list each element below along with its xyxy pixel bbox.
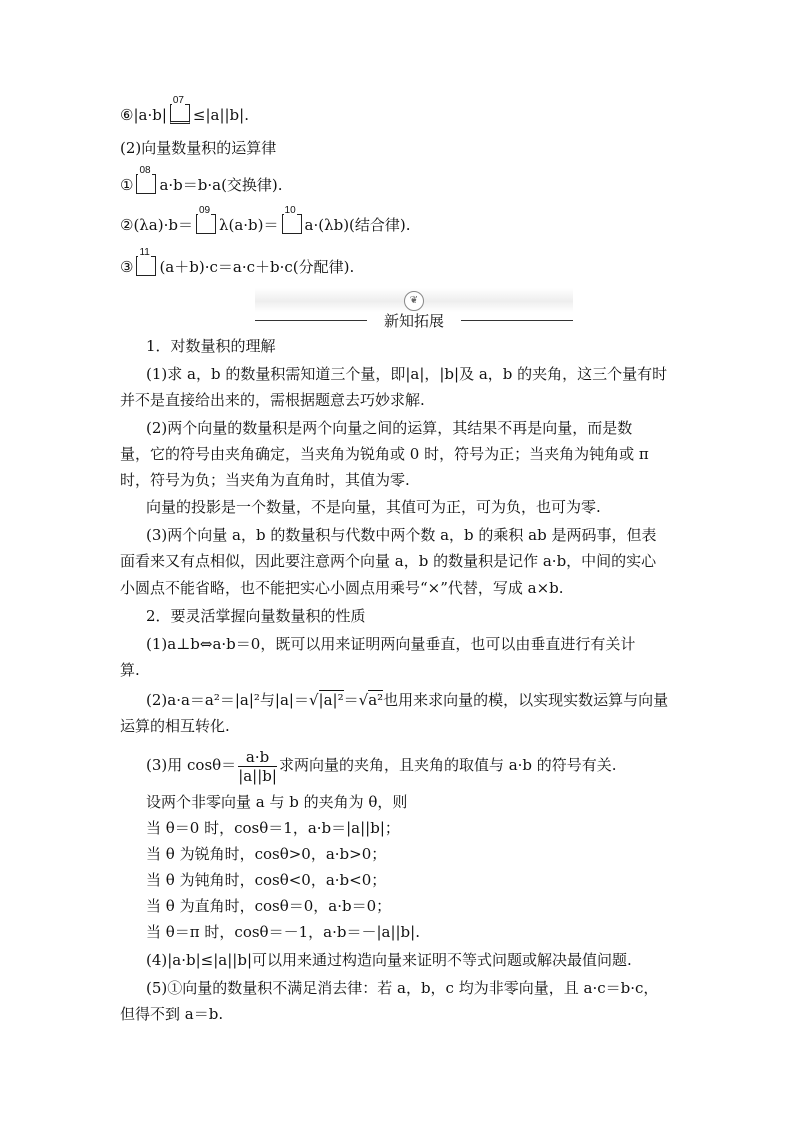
leaf-icon: ❦ (404, 291, 424, 311)
item6-post: ≤|a||b|. (192, 106, 249, 124)
p1-3a: (3)两个向量 a，b 的数量积与代数中两个数 a，b 的乘积 ab 是两码事，但表 (146, 526, 657, 544)
p2-2a-post: 也用来求向量的模，以实现实数运算与向量 (383, 691, 669, 709)
p1-1a: (1)求 a，b 的数量积需知道三个量，即|a|，|b|及 a，b 的夹角，这三个量有时 (146, 365, 668, 383)
p1-heading: 1．对数量积的理解 (146, 337, 276, 355)
item6-pre: ⑥|a·b| (120, 106, 167, 124)
case-3: 当 θ 为钝角时，cosθ<0，a·b<0； (146, 871, 387, 889)
cases-intro: 设两个非零向量 a 与 b 的夹角为 θ，则 (146, 793, 408, 811)
law2-mid: λ(a·b)＝ (218, 216, 279, 234)
blank-10: 10 (282, 214, 302, 234)
law1-pre: ① (120, 176, 134, 194)
p2-1a: (1)a⊥b⇔a·b＝0，既可以用来证明两向量垂直，也可以由垂直进行有关计 (146, 635, 636, 653)
cos-fraction (238, 748, 277, 785)
law2-pre: ②(λa)·b＝ (120, 216, 193, 234)
law3-post: (a＋b)·c＝a·c＋b·c(分配律). (159, 258, 355, 276)
p1-2a: (2)两个向量的数量积是两个向量之间的运算，其结果不再是向量，而是数 (146, 419, 633, 437)
case-1: 当 θ＝0 时，cosθ＝1，a·b＝|a||b|； (146, 819, 400, 837)
law3-pre: ③ (120, 258, 134, 276)
p2-2b: 运算的相互转化. (120, 717, 230, 735)
p2-3-pre: (3)用 cosθ＝ (146, 756, 237, 774)
blank-11: 11 (136, 256, 156, 276)
blank-09: 09 (196, 214, 216, 234)
section-title: 新知拓展 (383, 312, 444, 330)
law2-post: a·(λb)(结合律). (304, 216, 411, 234)
p1-proj: 向量的投影是一个数量，不是向量，其值可为正，可为负，也可为零. (146, 498, 601, 516)
p2-5b: 但得不到 a＝b. (120, 1005, 224, 1023)
p2-4: (4)|a·b|≤|a||b|可以用来通过构造向量来证明不等式问题或解决最值问题. (146, 951, 632, 969)
p2-heading: 2．要灵活掌握向量数量积的性质 (146, 607, 366, 625)
p2-3-post: 求两向量的夹角，且夹角的取值与 a·b 的符号有关. (278, 756, 617, 774)
blank-08: 08 (136, 174, 156, 194)
case-2: 当 θ 为锐角时，cosθ>0，a·b>0； (146, 845, 387, 863)
fraction-numerator: a·b (238, 748, 277, 767)
law-heading: (2)向量数量积的运算律 (120, 139, 277, 157)
p2-1b: 算. (120, 661, 140, 679)
section-banner (255, 288, 573, 330)
blank-07: 07 (170, 104, 190, 124)
p2-3 (146, 746, 617, 785)
p2-2a-eq: ＝ (343, 691, 359, 709)
law1-post: a·b＝b·a(交换律). (159, 176, 283, 194)
p1-1b: 并不是直接给出来的，需根据题意去巧妙求解. (120, 391, 425, 409)
law2 (120, 205, 411, 235)
item6 (120, 95, 249, 125)
p2-2a: (2)a·a＝a²＝|a|²与|a|＝√|a|²＝√a²也用来求向量的模，以实现实数运算与向量 (146, 691, 669, 709)
p1-2b: 量，它的符号由夹角确定，当夹角为锐角或 0 时，符号为正；当夹角为钝角或 π (120, 445, 649, 463)
law3 (120, 247, 355, 277)
case-4: 当 θ 为直角时，cosθ＝0，a·b＝0； (146, 897, 392, 915)
banner-rule-left (255, 320, 367, 321)
law1 (120, 165, 283, 195)
sqrt-a-squared: a² (368, 691, 384, 709)
p1-3b: 面看来又有点相似，因此要注意两个向量 a，b 的数量积是记作 a·b，中间的实心 (120, 552, 657, 570)
p2-2a-pre: (2)a·a＝a²＝|a|²与|a|＝ (146, 691, 309, 709)
banner-rule-right (461, 320, 573, 321)
sqrt-abs-a-squared: |a|² (318, 691, 344, 709)
case-5: 当 θ＝π 时，cosθ＝－1，a·b＝－|a||b|. (146, 923, 420, 941)
p1-2c: 时，符号为负；当夹角为直角时，其值为零. (120, 471, 410, 489)
p2-5a: (5)①向量的数量积不满足消去律：若 a，b，c 均为非零向量，且 a·c＝b·c， (146, 979, 659, 997)
fraction-denominator: |a||b| (238, 766, 277, 785)
p1-3c: 小圆点不能省略，也不能把实心小圆点用乘号“×”代替，写成 a×b. (120, 579, 564, 597)
